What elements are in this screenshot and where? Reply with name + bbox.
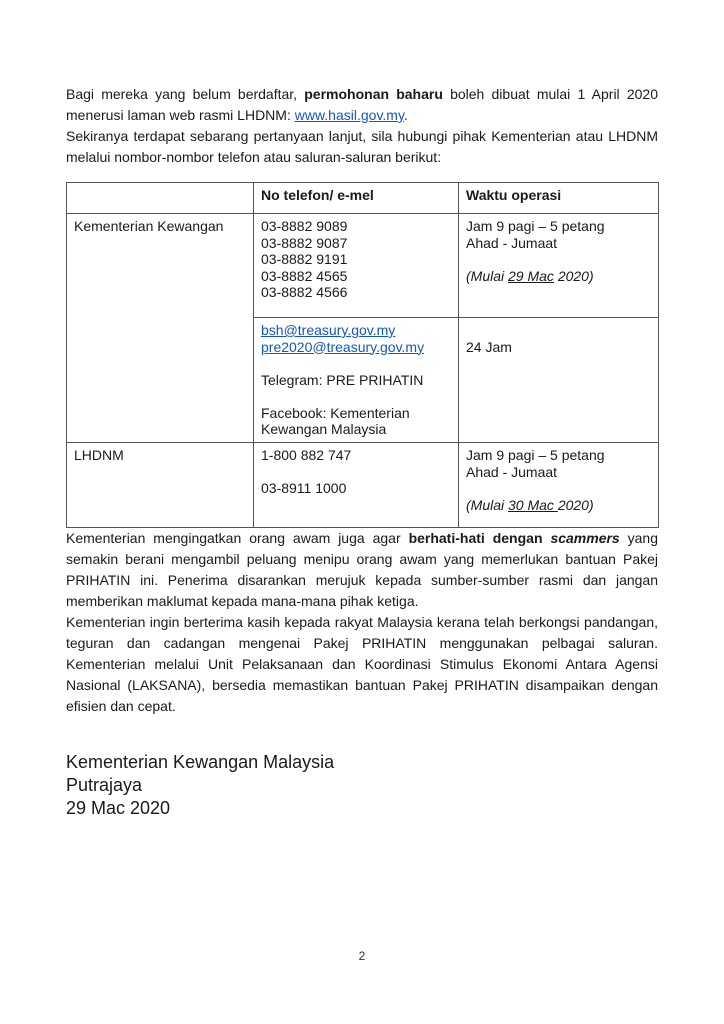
note-text: (Mulai <box>466 267 509 284</box>
contacts-cell <box>254 443 459 528</box>
signature-block <box>66 751 658 820</box>
page-number: 2 <box>358 949 366 963</box>
facebook-text: Kewangan Malaysia <box>261 421 387 437</box>
note-date: 30 Mac <box>508 496 558 513</box>
text-span: yang semakin berani mengambil peluang menipu orang awam yang memerlukan bantuan Pakej PRIHATIN ini. Penerima disarankan merujuk kepada sumber-sumber rasmi dan jangan memberikan maklumat kepada mana-mana pihak ketiga. <box>66 530 659 609</box>
start-date-note <box>466 497 651 514</box>
days-text: Ahad - Jumaat <box>466 463 558 480</box>
lhdnm-website-link[interactable]: www.hasil.gov.my <box>294 107 404 123</box>
document-page <box>66 84 658 820</box>
org-cell <box>67 214 254 443</box>
scammer-warning-paragraph <box>66 528 658 612</box>
text-span: . <box>403 107 408 123</box>
facebook-text: Facebook: Kementerian <box>261 404 410 421</box>
table-header-hours: Waktu operasi <box>459 183 659 214</box>
email-link-bsh[interactable]: bsh@treasury.gov.my <box>261 322 396 338</box>
org-name: Kementerian Kewangan <box>74 218 224 234</box>
table-header-contact: No telefon/ e-mel <box>254 183 459 214</box>
days-text: Ahad - Jumaat <box>466 234 558 251</box>
table-header-blank <box>67 183 254 214</box>
text-span: boleh dibuat mulai 1 April 2020 menerusi laman web rasmi LHDNM: <box>66 86 658 123</box>
thanks-paragraph: Kementerian ingin berterima kasih kepada rakyat Malaysia kerana telah berkongsi pandangan, teguran dan cadangan mengenai Pakej PRIHATIN menggunakan pelbagai saluran. Kementerian melalui Unit Pelaksanaan dan Koordinasi Stimulus Ekonomi Antara Agensi Nasional (LAKSANA), bersedia memastikan bantuan Pakej PRIHATIN disampaikan dengan efisien dan cepat. <box>66 614 658 714</box>
text-span: Kementerian mengingatkan orang awam juga agar <box>66 530 409 546</box>
phone-number: 03-8882 9087 <box>261 234 348 251</box>
text-span: Bagi mereka yang belum berdaftar, <box>66 86 305 102</box>
email-link-pre2020[interactable]: pre2020@treasury.gov.my <box>261 338 425 355</box>
hours-cell <box>459 214 659 318</box>
table-header-row <box>67 183 659 214</box>
table-row <box>67 443 659 528</box>
online-contacts-cell <box>254 318 459 443</box>
signature-ministry: Kementerian Kewangan Malaysia <box>66 752 335 772</box>
hours-text: 24 Jam <box>466 338 512 355</box>
phone-number: 03-8882 4565 <box>261 267 348 284</box>
bold-warning: berhati-hati dengan <box>408 530 551 546</box>
signature-location: Putrajaya <box>66 775 143 795</box>
hours-cell <box>459 443 659 528</box>
table-row <box>67 214 659 318</box>
phone-number: 03-8882 9089 <box>261 218 348 234</box>
hours-text: Jam 9 pagi – 5 petang <box>466 447 605 463</box>
phone-number: 03-8911 1000 <box>261 480 347 496</box>
telegram-text: Telegram: PRE PRIHATIN <box>261 371 424 388</box>
inquiry-paragraph: Sekiranya terdapat sebarang pertanyaan lanjut, sila hubungi pihak Kementerian atau LHDNM melalui nombor-nombor telefon atau saluran-saluran berikut: <box>66 128 658 165</box>
registration-paragraph <box>66 84 658 126</box>
signature-date: 29 Mac 2020 <box>66 798 171 818</box>
hours-cell <box>459 318 659 443</box>
phone-number: 03-8882 9191 <box>261 251 348 267</box>
bold-italic-scammers: scammers <box>550 530 620 546</box>
phone-number: 03-8882 4566 <box>261 284 348 300</box>
org-cell <box>67 443 254 528</box>
bold-new-application: permohonan baharu <box>304 86 443 102</box>
note-text: 2020) <box>557 496 594 513</box>
note-text: 2020) <box>553 267 594 284</box>
org-name: LHDNM <box>74 447 124 463</box>
start-date-note <box>466 268 651 285</box>
contact-table <box>66 182 659 528</box>
contacts-cell <box>254 214 459 318</box>
note-date: 29 Mac <box>508 267 554 284</box>
phone-number: 1-800 882 747 <box>261 447 352 463</box>
note-text: (Mulai <box>466 496 509 513</box>
hours-text: Jam 9 pagi – 5 petang <box>466 218 605 234</box>
